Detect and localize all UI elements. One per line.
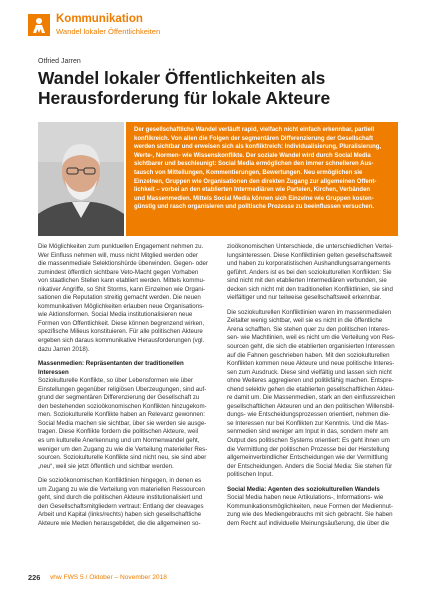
body-line: zung wie des Mediengebrauchs mit sich gebracht. Sie haben [227, 511, 393, 519]
body-column-right [227, 243, 398, 529]
body-line: Akteure wie Medien herausgebildet, die die allgemeinen so- [38, 519, 201, 527]
page-header [28, 14, 408, 40]
body-line: politischen Input. [227, 471, 274, 479]
body-line: sen- wie Machtlinien, weil es nicht um die Verteilung von Res- [227, 334, 395, 342]
journal-issue: vhw FWS 5 / Oktober – November 2018 [50, 574, 167, 581]
body-line: Output des politischen Systems orientiert: Es geht ihnen um [227, 437, 390, 445]
author-name: Otfried Jarren [38, 58, 81, 65]
body-line: sind nicht mit den etablierten Intermediären verbunden, sie [227, 277, 387, 285]
lead-line: Der gesellschaftliche Wandel verläuft rapid, vielfach nicht einfach erkennbar, partiell [134, 127, 375, 133]
body-line: Soziokulturelle Konflikte, so über Lebensformen wie über [38, 377, 193, 385]
body-line: allgemeinverbindlicher Entscheidungen wie der Vermittlung [227, 454, 388, 462]
body-line: se Interessen nur bei Konflikten zur Kenntnis. Und die Mas- [227, 419, 389, 427]
body-line: um Zugang zu wie die Verteilung von materiellen Ressourcen [38, 485, 205, 493]
body-line: dazu Jarren 2018). [38, 345, 90, 353]
body-line: spezifische Milieus konstituieren. Für alle politischen Akteure [38, 328, 203, 336]
lead-line: Einzelnen, Gruppen wie Organisationen den direkten Zugang zur allgemeinen Öffent- [134, 178, 377, 185]
body-line: sourcen. Soziokulturelle Konflikte sind nicht neu, sie sind aber [38, 454, 207, 462]
body-line: Die sozioökonomischen Konfliktlinien hingegen, in denen es [38, 477, 202, 485]
body-line: Formen von Öffentlichkeit. Diese können begrenzend wirken, [38, 319, 205, 327]
lead-line: und Massenmedien. Mittels Social Media können sich Einzelne wie Gruppen kosten- [134, 195, 374, 202]
subheading: Social Media: Agenten des soziokulturellen Wandels [227, 485, 380, 493]
body-line: zumindest öffentlich sichtbare Veto-Macht gegen Vorhaben [38, 268, 199, 276]
body-line: sationen die Reputation streitig gemacht werden. Die neuen [38, 294, 201, 302]
body-line: tragen. Diese Konflikte fordern die politischen Akteure, weil [38, 428, 199, 436]
body-line: dem Recht auf individuelle Meinungsäußerung, die über die [227, 519, 390, 527]
body-line: geführt. Anders ist es bei den soziokulturellen Konflikten: Sie [227, 268, 392, 276]
body-line: auf die Fahnen geschrieben haben. Mit den soziokulturellen [227, 351, 390, 359]
page-footer [28, 574, 228, 584]
body-line: der Entscheidungen. Anders die Social Media: Sie stehen für [227, 462, 393, 470]
body-line: von staatlichen Stellen kann etabliert werden. Mittels kommu- [38, 277, 205, 285]
body-line: „neu“, weil sie jetzt öffentlich und sichtbar werden. [38, 462, 174, 470]
lead-line: günstig und rasch organisieren und politische Prozesse zu beeinflussen versuchen. [134, 204, 375, 211]
section-subtitle: Wandel lokaler Öffentlichkeiten [56, 27, 161, 36]
body-line: ergeben sich daraus kommunikative Herausforderungen (vgl. [38, 337, 205, 345]
body-line: Die Möglichkeiten zum punktuellen Engagement nehmen zu. [38, 243, 204, 250]
lead-line: Werte-, Normen- wie Wissenskonflikte. Der soziale Wandel wird durch Social Media [134, 152, 371, 159]
page-number: 226 [28, 573, 41, 582]
lead-line: tausch von Mitteilungen, Kommentierungen, Bewertungen. Neu ermöglichen sie [134, 169, 363, 176]
body-column-left [38, 243, 209, 529]
article-title [38, 68, 398, 108]
body-line: Arena schafften. Sie stehen quer zu den politischen Interes- [227, 325, 390, 333]
body-line: weniger um den Zugang zu wie die Verteilung materieller Res- [38, 445, 208, 453]
body-line: sourcen geht, die sich die etablierten organisierten Interessen [227, 343, 395, 351]
body-line: men. Soziokulturelle Konflikte haben an Relevanz gewonnen: [38, 411, 205, 419]
body-line: wie Aktionsformen. Social Media institutionalisieren neue [38, 311, 193, 319]
body-line: decken sich nicht mit den traditionellen Konfliktlinien, sie sind [227, 285, 393, 293]
author-photo [38, 122, 124, 236]
body-line: den bestehenden sozioökonomischen Konflikten hinzugekom- [38, 402, 207, 410]
body-line: Einstellungen gegenüber religiösen Überzeugungen, sind auf- [38, 385, 207, 393]
body-line: Zeitalter wenig sichtbar, weil sie es nicht in die öffentliche [227, 317, 383, 325]
section-title: Kommunikation [56, 13, 143, 25]
article-title-line: Wandel lokaler Öffentlichkeiten als [38, 68, 326, 88]
body-line: Social Media machen sie sichtbar, über sie werden sie ausge- [38, 419, 207, 427]
lead-line: werden sichtbar und erweisen sich als konfliktreich: Individualisierung, Pluralisierung, [134, 144, 382, 151]
person-figure-icon [28, 14, 50, 36]
subheading: Massenmedien: Repräsentanten der traditionellen [38, 360, 184, 368]
body-line: zioökonomischen Unterschiede, die unterschiedlichen Vertei- [227, 243, 393, 250]
body-line: Arbeit und Kapital (links/rechts) haben sich gesellschaftliche [38, 511, 202, 519]
body-line: Wer Einfluss nehmen will, muss nicht Mitglied werden oder [38, 251, 198, 259]
lead-line: konflikreich. Von allen die Folgen der segmentären Differenzierung der Gesellschaft [134, 135, 373, 142]
body-line: re damit um. Die Massenmedien, stark an den einflussreichen [227, 394, 396, 402]
body-line: sen zum Ausdruck. Diese sind vielfältig und lassen sich nicht [227, 368, 392, 376]
lead-line: lichkeit – vorbei an den etablierten Intermediären wie Parteien, Kirchen, Verbänden [134, 187, 371, 194]
lead-line: sichtbarer und beschleunigt: Social Media ermöglichen den immer schnelleren Aus- [134, 161, 374, 168]
body-line: nikativer Angriffe, so Shit Storms, kann Einzelnen wie Organi- [38, 285, 206, 293]
body-line: es um kulturelle Anerkennung und um Normenwandel geht, [38, 437, 200, 445]
body-line: lungsinteressen. Diese Konfliktlinien gelten gesellschaftsweit [227, 251, 392, 259]
body-line: gesellschaftlichen Akteuren und an den politischen Willensbil- [227, 402, 395, 410]
body-line: senmedien sind weniger am Input in das, sondern mehr am [227, 428, 389, 436]
article-lead [126, 122, 398, 236]
body-line: den Gesellschaftsmitgliedern vertraut: Entlang der cleavages [38, 502, 204, 510]
body-line: ohne Weiteres aggregieren und politikfähig machen. Entspre- [227, 377, 394, 385]
subheading: Interessen [38, 368, 69, 376]
body-line: Kommunikationsmöglichkeiten, neue Formen der Mediennut- [227, 502, 393, 510]
body-line: und haben zu korporatistischen Aushandlungsarrangements [227, 260, 391, 268]
body-line: geht, sind durch die politischen Akteure institutionalisiert und [38, 494, 203, 502]
body-line: die massenmediale Selektionshürde überwinden. Gegen- oder [38, 260, 208, 268]
body-line: Konflikten kommen neue Akteure und neue politische Interes- [227, 360, 395, 368]
body-line: vielfältiger und nur teilweise gesellschaftsweit erkennbar. [227, 294, 382, 302]
body-line: Social Media haben neue Artikulations-, Informations- wie [227, 494, 384, 502]
body-line: Die soziokulturellen Konfliktlinien waren im massenmedialen [227, 308, 392, 316]
body-line: die Vermittlung der politischen Prozesse bei der Herstellung [227, 445, 390, 453]
body-line: grund der segmentären Differenzierung der Gesellschaft zu [38, 394, 200, 402]
body-line: chend selektiv gehen die etablierten gesellschaftlichen Akteu- [227, 385, 395, 393]
article-title-line: Herausforderung für lokale Akteure [38, 88, 331, 108]
body-line: kommunikativen Möglichkeiten erlauben neue Organisations- [38, 302, 205, 310]
body-line: dungs- wie Entscheidungsprozessen orientiert, nehmen die- [227, 411, 391, 419]
